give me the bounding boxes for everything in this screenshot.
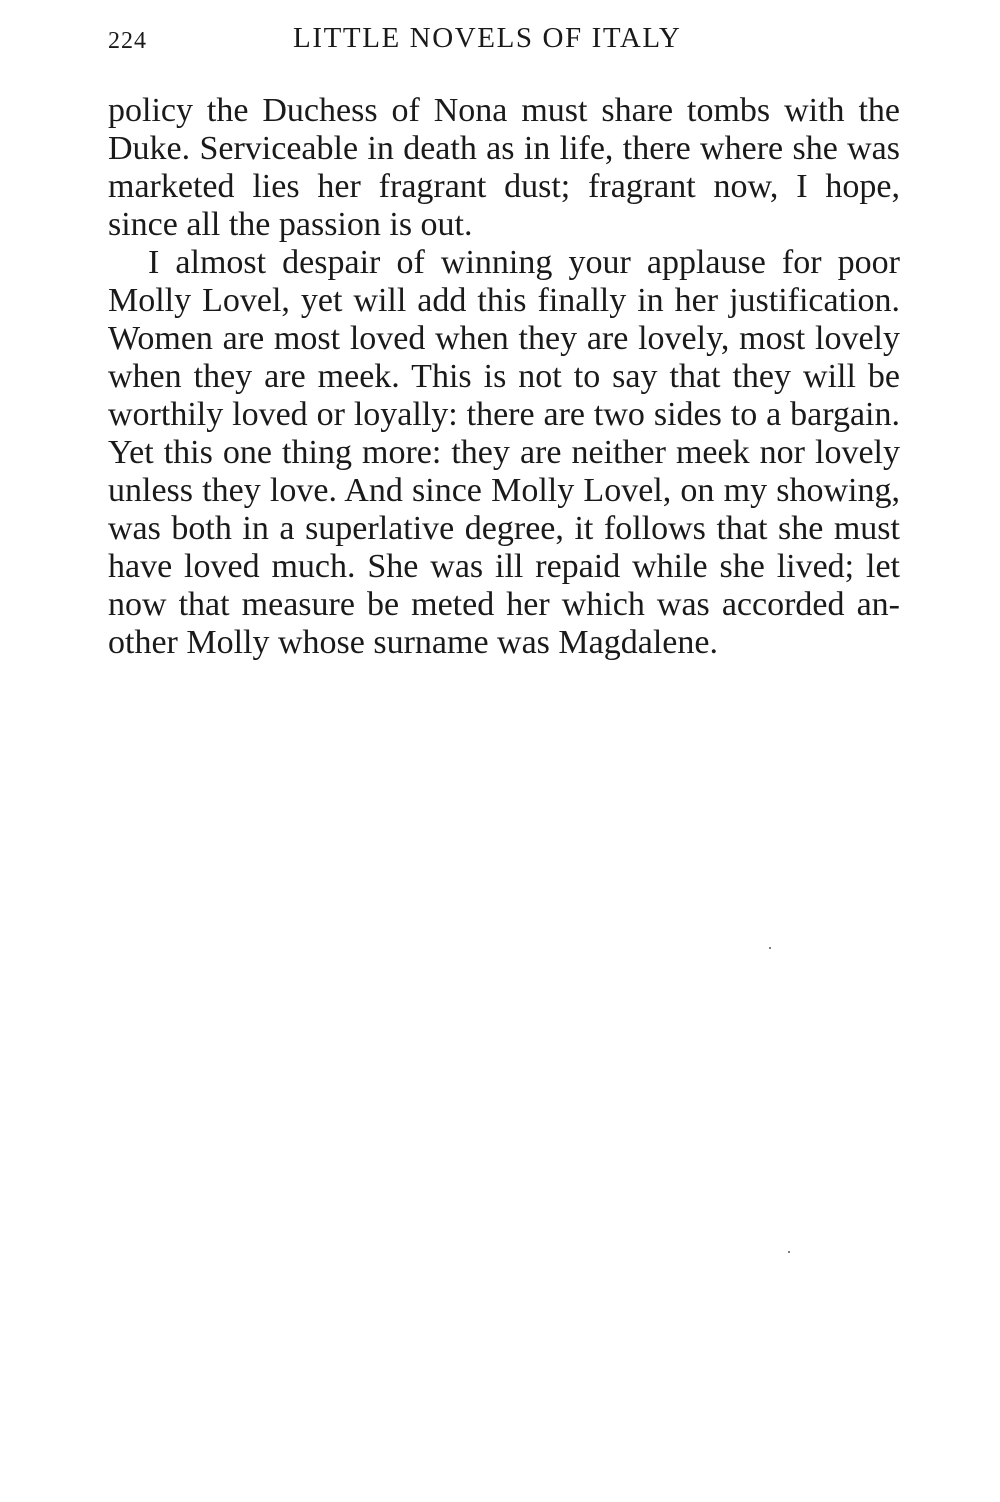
paragraph-continued: policy the Duchess of Nona must share tombs with the Duke. Serviceable in death as in life, there where she was marketed lies her fragrant dust; fragrant now, I hope, since all the passion is out. bbox=[108, 92, 900, 243]
print-speck bbox=[769, 947, 771, 949]
print-speck bbox=[788, 1251, 790, 1253]
running-head bbox=[108, 22, 900, 58]
body-text bbox=[108, 92, 900, 662]
running-title: LITTLE NOVELS OF ITALY bbox=[293, 22, 682, 54]
paragraph-molly-lovel: I almost despair of winning your applause for poor Molly Lovel, yet will add this finally in her justification. Women are most loved when they are lovely, most lovely when they are meek. This is not to say that they will be worthily loved or loyally: there are two sides to a bargain. Yet this one thing more: they are neither meek nor lovely unless they love. And since Molly Lovel, on my showing, was both in a superlative degree, it follows that she must have loved much. She was ill repaid while she lived; let now that measure be meted her which was accorded another Molly whose surname was Magdalene. bbox=[108, 244, 900, 661]
page-number: 224 bbox=[108, 28, 147, 54]
